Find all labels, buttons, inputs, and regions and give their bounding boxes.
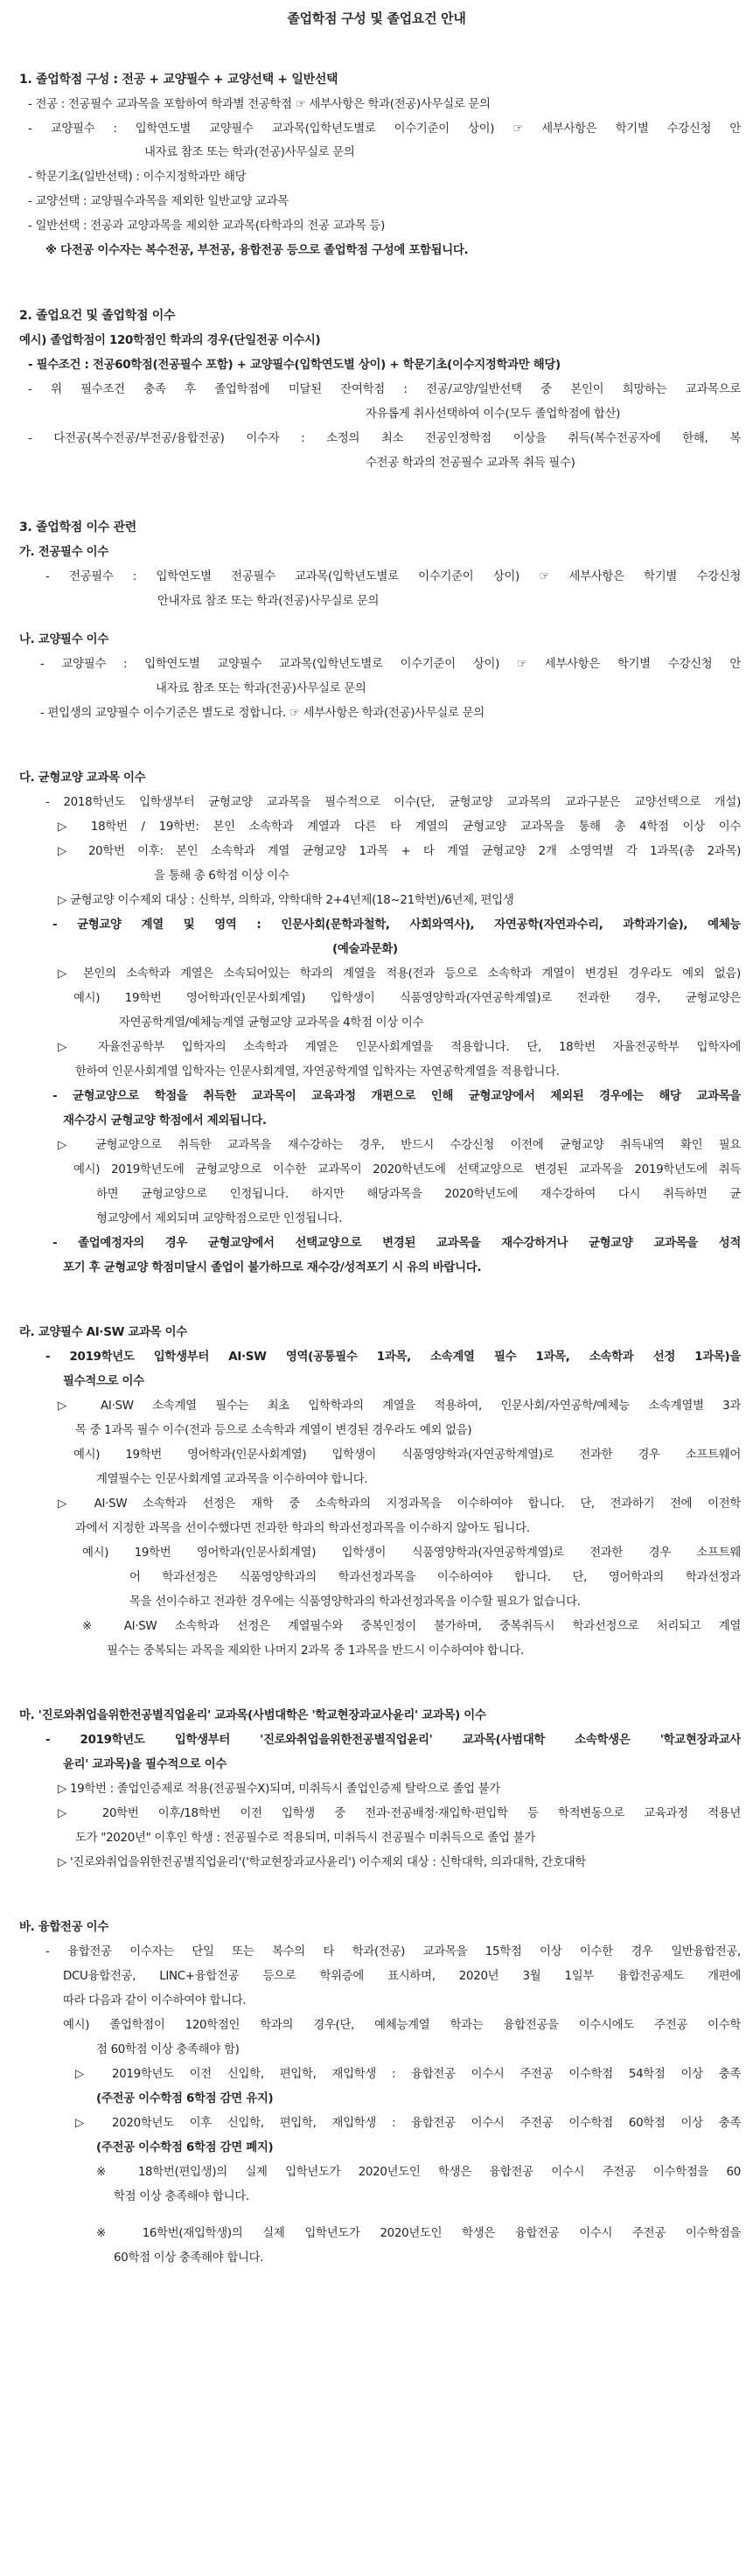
- text-line: 형교양에서 제외되며 교양학점으로만 인정됩니다.: [96, 1212, 343, 1225]
- text-line: 학점 이상 충족해야 합니다.: [114, 2190, 249, 2203]
- text-line: 포기 후 균형교양 학점미달시 졸업이 불가하므로 재수강/성적포기 시 유의 바랍니다.: [63, 1261, 482, 1274]
- text-line: ※ 다전공 이수자는 복수전공, 부전공, 융합전공 등으로 졸업학점 구성에 포함됩니다.: [45, 244, 469, 257]
- text-line: (주전공 이수학점 6학점 감면 유지): [96, 2092, 274, 2105]
- text-line: 가. 전공필수 이수: [19, 546, 108, 559]
- text-line: - 교양필수 : 입학연도별 교양필수 교과목(입학년도별로 이수기준이 상이) ☞ 세부사항은 학기별 수강신청 안: [28, 122, 741, 136]
- text-line: 예시) 졸업학점이 120학점인 학과의 경우(단, 예체능계열 학과는 융합전공을 이수시에도 주전공 이수학: [63, 2019, 741, 2032]
- text-line: 라. 교양필수 AI·SW 교과목 이수: [19, 1326, 187, 1339]
- text-line: 필수는 중복되는 과목을 제외한 나머지 2과목 중 1과목을 반드시 이수하여야 합니다.: [107, 1644, 524, 1658]
- text-line: 을 통해 총 6학점 이상 이수: [154, 869, 289, 883]
- text-line: ▷ 본인의 소속학과 계열은 소속되어있는 학과의 계열을 적용(전과 등으로 소속학과 계열이 변경된 경우라도 예외 없음): [58, 967, 741, 981]
- text-line: 필수적으로 이수: [63, 1375, 144, 1388]
- text-line: 안내자료 참조 또는 학과(전공)사무실로 문의: [157, 595, 380, 608]
- text-line: DCU융합전공, LINC+융합전공 등으로 학위증에 표시하며, 2020년 3월 1일부 융합전공제도 개편에: [63, 1970, 741, 1983]
- text-line: 점 60학점 이상 충족해야 함): [96, 2043, 240, 2056]
- text-line: 따라 다음과 같이 이수하여야 합니다.: [63, 1994, 247, 2007]
- text-line: (주전공 이수학점 6학점 감면 폐지): [96, 2141, 274, 2154]
- text-line: - 교양선택 : 교양필수과목을 제외한 일반교양 교과목: [28, 195, 289, 208]
- text-line: ※ 18학번(편입생)의 실제 입학년도가 2020년도인 학생은 융합전공 이수시 주전공 이수학점을 60: [96, 2166, 741, 2179]
- text-line: 한하여 인문사회계열 입학자는 인문사회계열, 자연공학계열 입학자는 자연공학계열을 적용합니다.: [75, 1065, 560, 1079]
- text-line: 재수강시 균형교양 학점에서 제외됩니다.: [63, 1114, 267, 1127]
- text-line: - 다전공(복수전공/부전공/융합전공) 이수자 : 소정의 최소 전공인정학점 이상을 취득(복수전공자에 한해, 복: [28, 432, 741, 445]
- text-line: - 필수조건 : 전공60학점(전공필수 포함) + 교양필수(입학연도별 상이) + 학문기초(이수지정학과만 해당): [28, 359, 561, 372]
- text-line: - 균형교양으로 학점을 취득한 교과목이 교육과정 개편으로 인해 균형교양에서 제외된 경우에는 해당 교과목을: [52, 1090, 741, 1103]
- text-line: - 2019학년도 입학생부터 '진로와취업을위한전공별직업윤리' 교과목(사범대학 소속학생은 '학교현장과교사: [45, 1734, 741, 1747]
- text-line: ▷ 2019학년도 이전 신입학, 편입학, 재입학생 : 융합전공 이수시 주전공 이수학점 54학점 이상 충족: [75, 2068, 741, 2081]
- text-line: 목 중 1과목 필수 이수(전과 등으로 소속학과 계열이 변경된 경우라도 예외 없음): [75, 1424, 472, 1437]
- text-line: ▷ '진로와취업을위한전공별직업윤리'('학교현장과교사윤리') 이수제외 대상 : 신학대학, 의과대학, 간호대학: [58, 1856, 586, 1869]
- section-heading: 1. 졸업학점 구성 : 전공 + 교양필수 + 교양선택 + 일반선택: [19, 73, 338, 87]
- text-line: - 전공 : 전공필수 교과목을 포함하여 학과별 전공학점 ☞ 세부사항은 학과(전공)사무실로 문의: [28, 98, 491, 111]
- text-line: - 전공필수 : 입학연도별 전공필수 교과목(입학년도별로 이수기준이 상이) ☞ 세부사항은 학기별 수강신청: [45, 570, 741, 583]
- text-line: 마. '진로와취업을위한전공별직업윤리' 교과목(사범대학은 '학교현장과교사윤리' 교과목) 이수: [19, 1709, 486, 1722]
- text-line: ▷ 19학번 : 졸업인증제로 적용(전공필수X)되며, 미취득시 졸업인증제 탈락으로 졸업 불가: [58, 1783, 500, 1796]
- page-title: 졸업학점 구성 및 졸업요건 안내: [287, 10, 466, 26]
- text-line: 내자료 참조 또는 학과(전공)사무실로 문의: [144, 146, 355, 159]
- text-line: 도가 "2020년" 이후인 학생 : 전공필수로 적용되며, 미취득시 전공필수 미취득으로 졸업 불가: [75, 1832, 535, 1845]
- text-line: - 편입생의 교양필수 이수기준은 별도로 정합니다. ☞ 세부사항은 학과(전공)사무실로 문의: [40, 707, 485, 720]
- text-line: ▷ 20학번 이후: 본인 소속학과 계열 균형교양 1과목 + 타 계열 균형교양 2개 소영역별 각 1과목(총 2과목): [58, 845, 741, 858]
- text-line: 60학점 이상 충족해야 합니다.: [114, 2251, 264, 2265]
- text-line: 수전공 학과의 전공필수 교과목 취득 필수): [366, 457, 575, 470]
- text-line: ▷ 2020학년도 이후 신입학, 편입학, 재입학생 : 융합전공 이수시 주전공 이수학점 60학점 이상 충족: [75, 2117, 741, 2130]
- text-line: ▷ 균형교양 이수제외 대상 : 신학부, 의학과, 약학대학 2+4년제(18~21학번)/6년제, 편입생: [58, 894, 514, 907]
- text-line: ※ 16학번(재입학생)의 실제 입학년도가 2020년도인 학생은 융합전공 이수시 주전공 이수학점을: [96, 2227, 741, 2240]
- text-line: - 위 필수조건 충족 후 졸업학점에 미달된 잔여학점 : 전공/교양/일반선택 중 본인이 희망하는 교과목으로: [28, 383, 741, 396]
- text-line: 다. 균형교양 교과목 이수: [19, 771, 146, 785]
- text-line: 계열필수는 인문사회계열 교과목을 이수하여야 합니다.: [96, 1473, 368, 1486]
- text-line: 바. 융합전공 이수: [19, 1921, 108, 1934]
- text-line: 예시) 졸업학점이 120학점인 학과의 경우(단일전공 이수시): [19, 334, 321, 347]
- text-line: ※ AI·SW 소속학과 선정은 계열필수와 중복인정이 불가하며, 중복취득시 학과선정으로 처리되고 계열: [82, 1620, 741, 1633]
- text-line: 윤리' 교과목)을 필수적으로 이수: [63, 1758, 227, 1771]
- text-line: ▷ AI·SW 소속계열 필수는 최초 입학학과의 계열을 적용하여, 인문사회/자연공학/예체능 소속계열별 3과: [58, 1400, 741, 1413]
- text-line: 자연공학계열/예체능계열 균형교양 교과목을 4학점 이상 이수: [119, 1016, 424, 1030]
- text-line: ▷ 균형교양으로 취득한 교과목을 재수강하는 경우, 반드시 수강신청 이전에 균형교양 취득내역 확인 필요: [58, 1139, 741, 1152]
- text-line: - 졸업예정자의 경우 균형교양에서 선택교양으로 변경된 교과목을 재수강하거나 균형교양 교과목을 성적: [52, 1237, 741, 1250]
- text-line: 나. 교양필수 이수: [19, 633, 108, 646]
- text-line: 예시) 19학번 영어학과(인문사회계열) 입학생이 식품영양학과(자연공학계열)로 전과한 경우 소프트웨: [82, 1546, 741, 1560]
- text-line: - 균형교양 계열 및 영역 : 인문사회(문학과철학, 사회와역사), 자연공학(자연과수리, 과학과기술), 예체능: [52, 918, 741, 932]
- text-line: - 학문기초(일반선택) : 이수지정학과만 해당: [28, 171, 247, 184]
- text-line: - 교양필수 : 입학연도별 교양필수 교과목(입학년도별로 이수기준이 상이) ☞ 세부사항은 학기별 수강신청 안: [40, 658, 741, 671]
- text-line: - 2018학년도 입학생부터 균형교양 교과목을 필수적으로 이수(단, 균형교양 교과목의 교과구분은 교양선택으로 개설): [45, 796, 741, 809]
- text-line: (예술과문화): [332, 943, 398, 956]
- text-line: - 2019학년도 입학생부터 AI·SW 영역(공통필수 1과목, 소속계열 필수 1과목, 소속학과 선정 1과목)을: [45, 1351, 741, 1364]
- text-line: 과에서 지정한 과목을 선이수했다면 전과한 학과의 학과선정과목을 이수하지 않아도 됩니다.: [75, 1522, 530, 1535]
- text-line: - 일반선택 : 전공과 교양과목을 제외한 교과목(타학과의 전공 교과목 등): [28, 220, 385, 233]
- text-line: 내자료 참조 또는 학과(전공)사무실로 문의: [156, 682, 366, 695]
- section-heading: 2. 졸업요건 및 졸업학점 이수: [19, 309, 176, 323]
- text-line: 어 학과선정은 식품영양학과의 학과선정과목을 이수하여야 합니다. 단, 영어학과의 학과선정과: [129, 1571, 741, 1584]
- text-line: ▷ 18학번 / 19학번: 본인 소속학과 계열과 다른 타 계열의 균형교양 교과목을 통해 총 4학점 이상 이수: [58, 820, 741, 834]
- text-line: ▷ AI·SW 소속학과 선정은 재학 중 소속학과의 지정과목을 이수하여야 합니다. 단, 전과하기 전에 이전학: [58, 1497, 741, 1511]
- text-line: 목을 선이수하고 전과한 경우에는 식품영양학과의 학과선정과목을 이수할 필요가 없습니다.: [129, 1595, 581, 1609]
- text-line: 예시) 19학번 영어학과(인문사회계열) 입학생이 식품영양학과(자연공학계열)로 전과한 경우 소프트웨어: [73, 1449, 741, 1462]
- text-line: ▷ 20학번 이후/18학번 이전 입학생 중 전과·전공배정·재입학·편입학 등 학적변동으로 교육과정 적용년: [58, 1807, 741, 1820]
- text-line: - 융합전공 이수자는 단일 또는 복수의 타 학과(전공) 교과목을 15학점 이상 이수한 경우 일반융합전공,: [45, 1945, 741, 1958]
- text-line: 예시) 2019학년도에 균형교양으로 이수한 교과목이 2020학년도에 선택교양으로 변경된 교과목을 2019학년도에 취득: [73, 1163, 741, 1176]
- text-line: 하면 균형교양으로 인정됩니다. 하지만 해당과목을 2020학년도에 재수강하여 다시 취득하면 균: [96, 1188, 741, 1201]
- text-line: 예시) 19학번 영어학과(인문사회계열) 입학생이 식품영양학과(자연공학계열)로 전과한 경우, 균형교양은: [73, 992, 741, 1005]
- section-heading: 3. 졸업학점 이수 관련: [19, 520, 136, 534]
- text-line: 자유롭게 취사선택하여 이수(모두 졸업학점에 합산): [366, 408, 621, 421]
- text-line: ▷ 자율전공학부 입학자의 소속학과 계열은 인문사회계열을 적용합니다. 단, 18학번 자율전공학부 입학자에: [58, 1041, 741, 1054]
